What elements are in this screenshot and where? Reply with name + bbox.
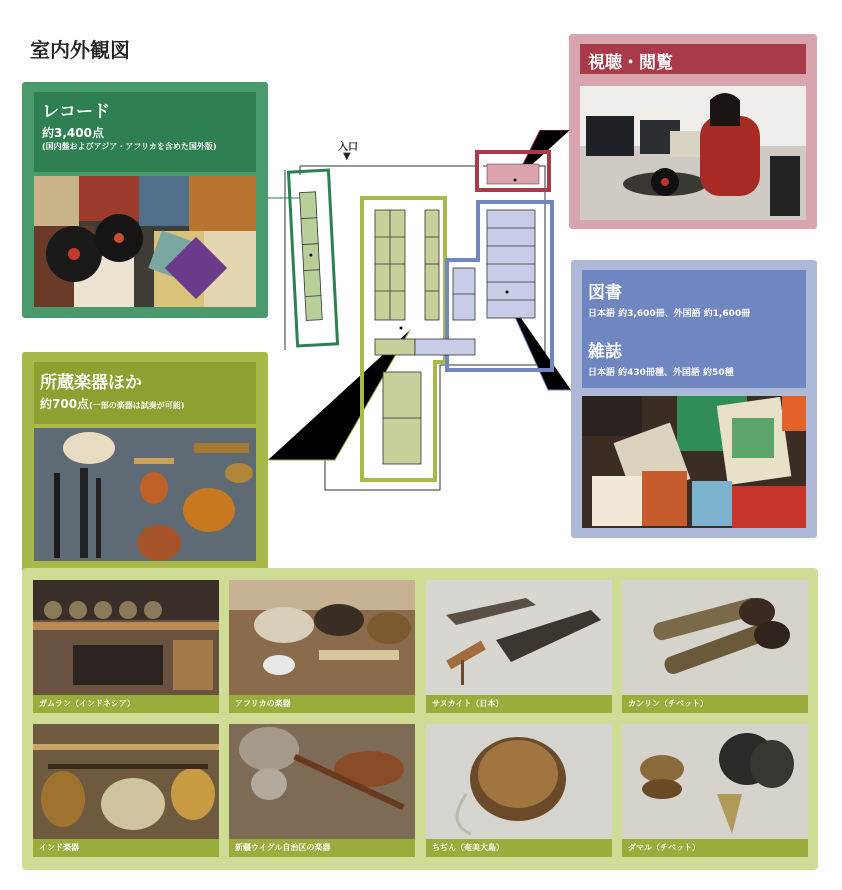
magazines-title: 雑誌: [588, 342, 622, 362]
gallery-caption: サヌカイト（日本）: [426, 695, 612, 713]
record-title: レコード: [42, 102, 110, 122]
gallery-item-kangling: [622, 580, 808, 713]
listening-title: 視聴・閲覧: [588, 53, 673, 73]
uyghur-instruments-photo: [229, 724, 415, 839]
kangling-photo: [622, 580, 808, 695]
damaru-photo: [622, 724, 808, 839]
listening-photo: [580, 86, 806, 220]
gallery-caption: ガムラン（インドネシア）: [33, 695, 219, 713]
page-title: 室内外観図: [30, 38, 130, 62]
gallery-item-sanukite: [426, 580, 612, 713]
books-detail: 日本語 約3,600冊、外国語 約1,600冊: [588, 309, 751, 319]
gallery-item-african: [229, 580, 415, 713]
gallery-caption: アフリカの楽器: [229, 695, 415, 713]
gallery-caption: ちぢん（奄美大島）: [426, 839, 612, 857]
indian-instruments-photo: [33, 724, 219, 839]
gallery-item-gamelan: [33, 580, 219, 713]
record-note: (国内盤およびアジア・アフリカを含めた国外版): [42, 142, 217, 151]
instruments-photo: [34, 428, 256, 561]
gallery-caption: 新疆ウイグル自治区の楽器: [229, 839, 415, 857]
gallery-caption: インド楽器: [33, 839, 219, 857]
magazines-detail: 日本語 約430冊種、外国語 約50種: [588, 368, 734, 378]
entrance-arrow-icon: ▼: [343, 151, 351, 162]
sanukite-photo: [426, 580, 612, 695]
african-instruments-photo: [229, 580, 415, 695]
books-title: 図書: [588, 283, 622, 303]
gallery-caption: ダマル（チベット）: [622, 839, 808, 857]
instruments-count-line: [40, 395, 184, 412]
gallery-item-uyghur: [229, 724, 415, 857]
record-photo: [34, 176, 256, 307]
gallery-item-damaru: [622, 724, 808, 857]
gallery-item-indian: [33, 724, 219, 857]
gallery-item-chijin: [426, 724, 612, 857]
floor-plan: [265, 130, 577, 510]
books-photo: [582, 396, 806, 528]
gamelan-photo: [33, 580, 219, 695]
instrument-gallery: [22, 568, 818, 870]
instruments-title: 所蔵楽器ほか: [40, 373, 142, 393]
gallery-caption: カンリン（チベット）: [622, 695, 808, 713]
instruments-count: 約700点: [40, 397, 90, 411]
chijin-photo: [426, 724, 612, 839]
record-count: 約3,400点: [42, 126, 104, 140]
entrance-label: 入口: [338, 142, 358, 153]
instruments-note: (一部の楽器は試奏が可能): [89, 401, 185, 410]
